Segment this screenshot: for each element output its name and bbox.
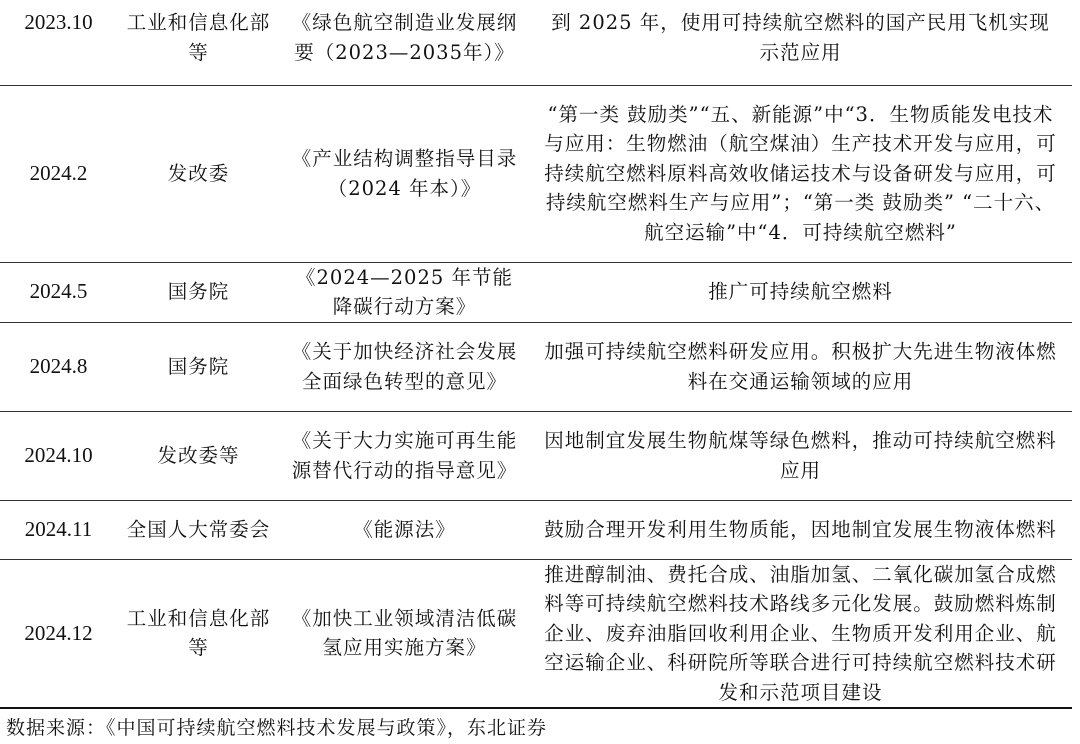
date-cell: 2023.10 — [0, 0, 117, 85]
table-row — [0, 322, 1072, 411]
date-cell: 2024.11 — [0, 500, 117, 559]
table-row — [0, 500, 1072, 559]
date-cell: 2024.2 — [0, 85, 117, 262]
document-cell: 《产业结构调整指导目录（2024 年本）》 — [280, 85, 529, 262]
table-row — [0, 559, 1072, 708]
content-cell: 鼓励合理开发利用生物质能，因地制宜发展生物液体燃料 — [529, 500, 1072, 559]
date-cell: 2024.12 — [0, 559, 117, 708]
data-source-note: 数据来源：《中国可持续航空燃料技术发展与政策》，东北证券 — [6, 717, 548, 739]
document-cell: 《能源法》 — [280, 500, 529, 559]
content-cell: “第一类 鼓励类”“五、新能源”中“3．生物质能发电技术与应用：生物燃油（航空煤油）生产技术开发与应用，可持续航空燃料原料高效收储运技术与设备研发与应用，可持续航空燃料生产与应用”；“第一类 鼓励类” “二十六、航空运输”中“4．可持续航空燃料” — [529, 85, 1072, 262]
org-cell: 国务院 — [117, 322, 280, 411]
content-cell: 推进醇制油、费托合成、油脂加氢、二氧化碳加氢合成燃料等可持续航空燃料技术路线多元化发展。鼓励燃料炼制企业、废弃油脂回收利用企业、生物质开发利用企业、航空运输企业、科研院所等联合进行可持续航空燃料技术研发和示范项目建设 — [529, 559, 1072, 708]
content-cell: 因地制宜发展生物航煤等绿色燃料，推动可持续航空燃料应用 — [529, 411, 1072, 500]
org-cell: 发改委 — [117, 85, 280, 262]
content-cell: 加强可持续航空燃料研发应用。积极扩大先进生物液体燃料在交通运输领域的应用 — [529, 322, 1072, 411]
content-cell: 到 2025 年，使用可持续航空燃料的国产民用飞机实现示范应用 — [529, 0, 1072, 85]
document-cell: 《绿色航空制造业发展纲要（2023—2035年）》 — [280, 0, 529, 85]
document-cell: 《加快工业领域清洁低碳氢应用实施方案》 — [280, 559, 529, 708]
date-cell: 2024.8 — [0, 322, 117, 411]
content-cell: 推广可持续航空燃料 — [529, 262, 1072, 322]
document-cell: 《2024—2025 年节能降碳行动方案》 — [280, 262, 529, 322]
org-cell: 工业和信息化部等 — [117, 559, 280, 708]
table-row — [0, 411, 1072, 500]
document-cell: 《关于加快经济社会发展全面绿色转型的意见》 — [280, 322, 529, 411]
table-row — [0, 0, 1072, 85]
org-cell: 工业和信息化部等 — [117, 0, 280, 85]
org-cell: 发改委等 — [117, 411, 280, 500]
document-cell: 《关于大力实施可再生能源替代行动的指导意见》 — [280, 411, 529, 500]
table-row — [0, 262, 1072, 322]
date-cell: 2024.10 — [0, 411, 117, 500]
org-cell: 国务院 — [117, 262, 280, 322]
date-cell: 2024.5 — [0, 262, 117, 322]
table-row — [0, 85, 1072, 262]
org-cell: 全国人大常委会 — [117, 500, 280, 559]
